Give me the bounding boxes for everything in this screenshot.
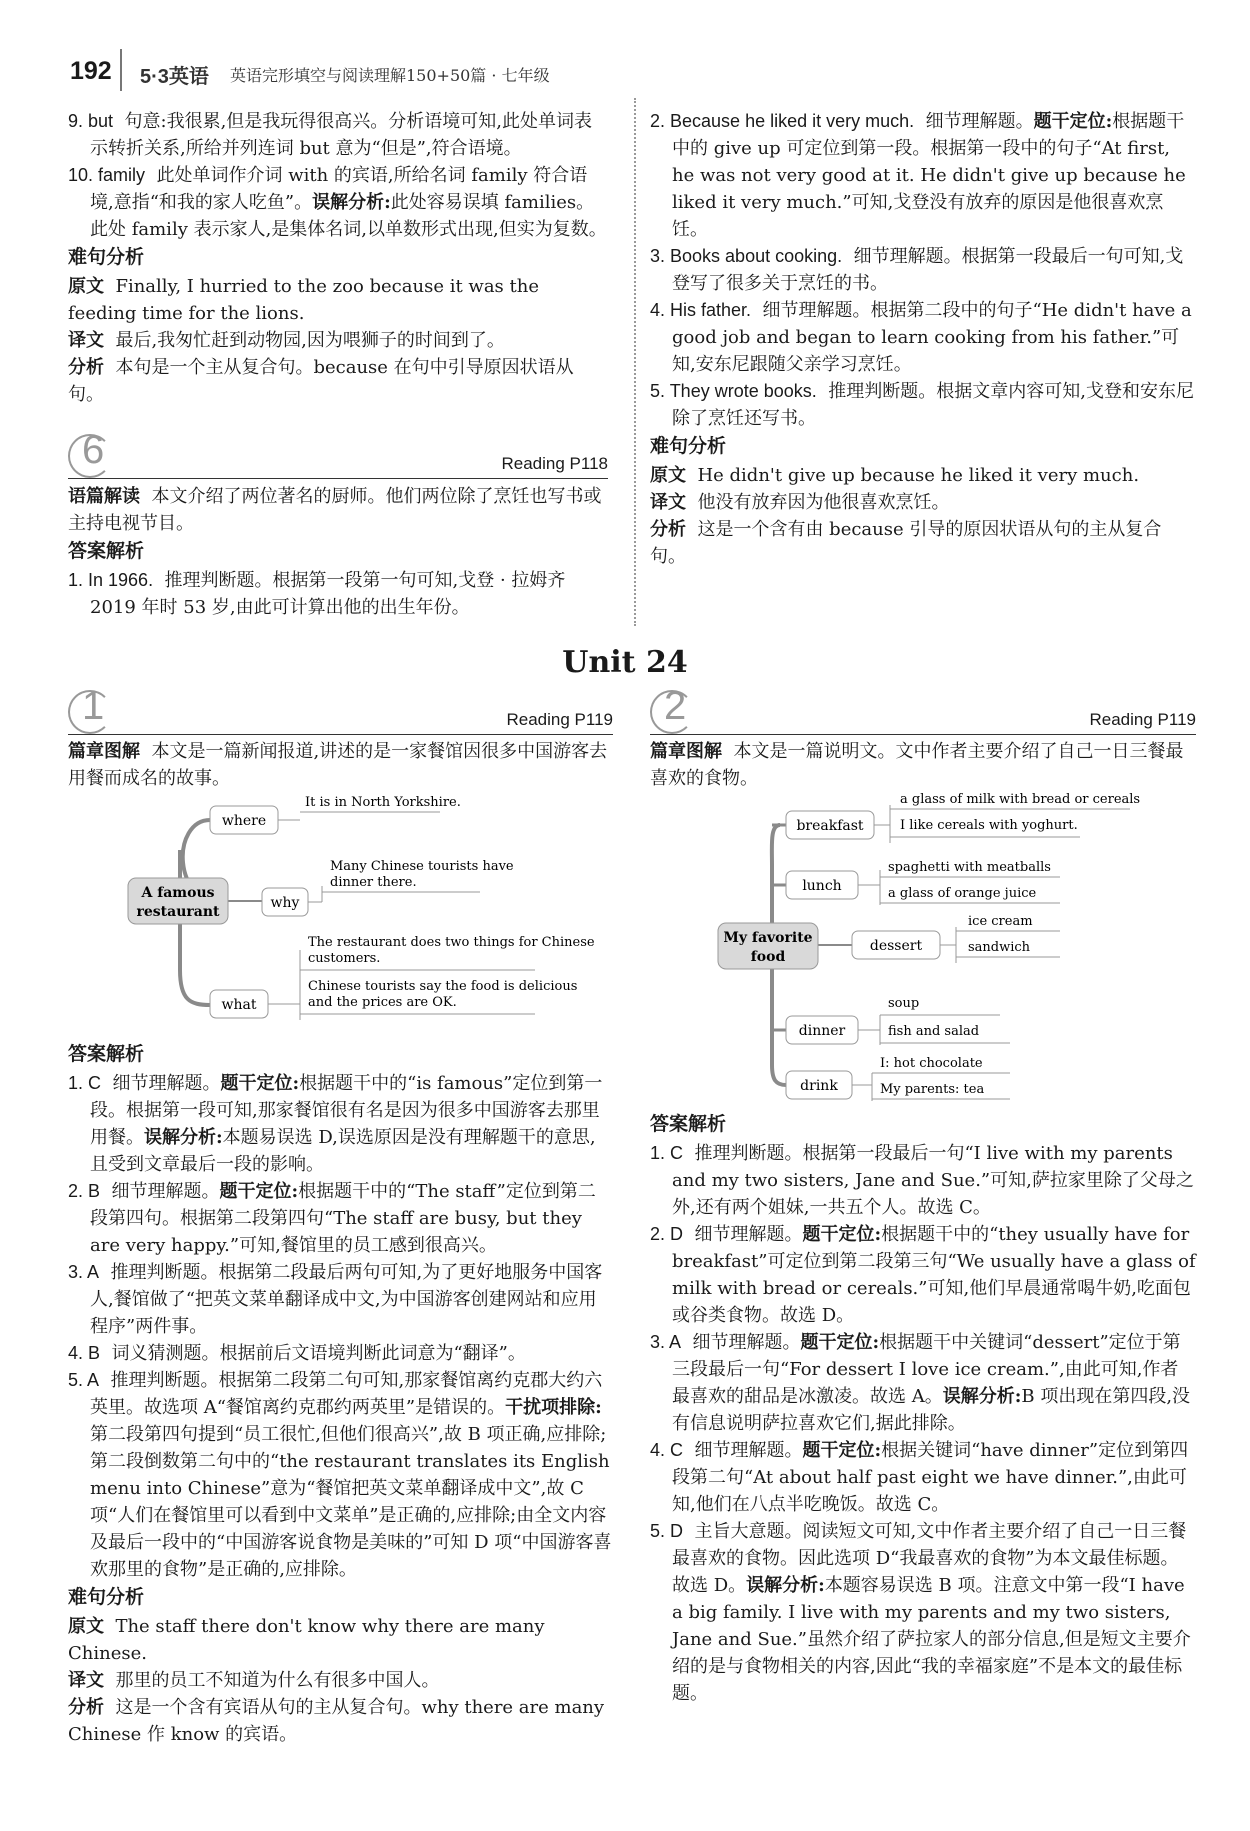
translation: 译文 最后,我匆忙赶到动物园,因为喂狮子的时间到了。 [68, 330, 505, 351]
svg-text:I: hot chocolate: I: hot chocolate [880, 1056, 983, 1071]
answer-item: 2. D 细节理解题。题干定位:根据题干中的“they usually have for breakfast”可定位到第二段第三句“We usually have a glass of milk with bread or cereals.”可知,他们早晨通常喝牛奶,吃面包或谷类食物。故选 D。 [650, 1224, 1196, 1326]
svg-text:My parents: tea: My parents: tea [880, 1082, 985, 1097]
svg-text:breakfast: breakfast [796, 818, 864, 834]
unit-title: Unit 24 [562, 645, 688, 680]
unit-section-1-answers [68, 1040, 613, 1748]
section-6-body [68, 483, 608, 621]
reading-ref: Reading P119 [1089, 710, 1196, 729]
section-6-header [68, 428, 608, 479]
svg-text:a glass of orange juice: a glass of orange juice [888, 886, 1037, 901]
analysis: 分析 本句是一个主从复合句。because 在句中引导原因状语从句。 [68, 357, 574, 405]
passage-summary: 篇章图解 本文是一篇说明文。文中作者主要介绍了自己一日三餐最喜欢的食物。 [650, 741, 1184, 789]
unit-section-2-answers [650, 1110, 1196, 1707]
column-divider [634, 98, 636, 626]
answer-item: 5. A 推理判断题。根据第二段第二句可知,那家餐馆离约克郡大约六英里。故选项 A“餐馆离约克郡约两英里”是错误的。干扰项排除:第二段第四句提到“员工很忙,但他们很高兴”,故 B 项正确,应排除;第二段倒数第二句中的“the restaurant translates its English menu into Chinese”意为“餐馆把英文菜单翻译成中文”,故 C 项“人们在餐馆里可以看到中文菜单”是正确的,应排除;由全文内容及最后一段中的“中国游客说食物是美味的”可知 D 项“中国游客喜欢那里的食物”是正确的,应排除。 [68, 1370, 612, 1580]
difficult-title: 难句分析 [650, 436, 727, 457]
answer-item: 3. Books about cooking. 细节理解题。根据第一段最后一句可知,戈登写了很多关于烹饪的书。 [650, 246, 1184, 294]
unit-section-1-header [68, 684, 613, 735]
svg-text:customers.: customers. [308, 951, 381, 966]
answer-item: 4. His father. 细节理解题。根据第二段中的句子“He didn't have a good job and began to learn cooking from his father.”可知,安东尼跟随父亲学习烹饪。 [650, 300, 1192, 375]
section-6-right [650, 108, 1196, 570]
center-label: A famous [141, 885, 215, 901]
svg-text:lunch: lunch [802, 878, 842, 894]
answer-item: 4. B 词义猜测题。根据前后文语境判断此词意为“翻译”。 [68, 1343, 526, 1364]
svg-text:Chinese tourists say the food: Chinese tourists say the food is delicious [308, 979, 578, 994]
difficult-title: 难句分析 [68, 247, 145, 268]
answer-item: 10. family 此处单词作介词 with 的宾语,所给名词 family 符合语境,意指“和我的家人吃鱼”。误解分析:此处容易误填 families。此处 family 表示家人,是集体名词,以单数形式出现,但实为复数。 [68, 165, 607, 240]
section-number: 6 [82, 428, 105, 472]
analysis: 分析 这是一个含有宾语从句的主从复合句。why there are many Chinese 作 know 的宾语。 [68, 1697, 605, 1745]
reading-ref: Reading P118 [501, 454, 608, 473]
svg-text:spaghetti with meatballs: spaghetti with meatballs [888, 860, 1051, 875]
answers-title: 答案解析 [68, 1044, 145, 1065]
svg-text:dinner there.: dinner there. [330, 875, 417, 890]
svg-text:what: what [221, 997, 257, 1013]
original-sentence: 原文 He didn't give up because he liked it very much. [650, 465, 1140, 486]
unit-section-2-header [650, 684, 1196, 735]
center-label: restaurant [136, 904, 220, 920]
svg-text:I like cereals with yoghurt.: I like cereals with yoghurt. [900, 818, 1078, 833]
svg-text:It is in North Yorkshire.: It is in North Yorkshire. [305, 795, 461, 810]
original-sentence: 原文 The staff there don't know why there are many Chinese. [68, 1616, 545, 1664]
svg-text:food: food [750, 949, 786, 965]
svg-text:Many Chinese tourists have: Many Chinese tourists have [330, 859, 514, 874]
passage-summary: 篇章图解 本文是一篇新闻报道,讲述的是一家餐馆因很多中国游客去用餐而成名的故事。 [68, 741, 608, 789]
page-header [70, 55, 1210, 91]
svg-text:where: where [221, 813, 267, 829]
header-divider [120, 49, 122, 91]
answer-item: 3. A 推理判断题。根据第二段最后两句可知,为了更好地服务中国客人,餐馆做了“把英文菜单翻译成中文,为中国游客创建网站和应用程序”两件事。 [68, 1262, 603, 1337]
answer-item: 4. C 细节理解题。题干定位:根据关键词“have dinner”定位到第四段第二句“At about half past eight we have dinner.”,由此可知,他们在八点半吃晚饭。故选 C。 [650, 1440, 1189, 1515]
answer-item: 1. In 1966. 推理判断题。根据第一段第一句可知,戈登 · 拉姆齐 2019 年时 53 岁,由此可计算出他的出生年份。 [68, 570, 566, 618]
answer-item: 9. but 句意:我很累,但是我玩得很高兴。分析语境可知,此处单词表示转折关系,所给并列连词 but 意为“但是”,符合语境。 [68, 111, 593, 159]
reading-ref: Reading P119 [506, 710, 613, 729]
svg-text:why: why [270, 895, 300, 911]
svg-text:dinner: dinner [798, 1023, 846, 1039]
section-number: 1 [82, 684, 105, 728]
svg-text:a glass of milk with bread or: a glass of milk with bread or cereals [900, 792, 1141, 807]
answer-item: 5. D 主旨大意题。阅读短文可知,文中作者主要介绍了自己一日三餐最喜欢的食物。因此选项 D“我最喜欢的食物”为本文最佳标题。故选 D。误解分析:本题容易误选 B 项。注意文中第一段“I have a big family. I live with my parents and my two sisters, Jane and Sue.”虽然介绍了萨拉家人的部分信息,但是短文主要介绍的是与食物相关的内容,因此“我的幸福家庭”不是本文的最佳标题。 [650, 1521, 1191, 1704]
svg-text:soup: soup [888, 996, 920, 1011]
answer-item: 3. A 细节理解题。题干定位:根据题干中关键词“dessert”定位于第三段最后一句“For dessert I love ice cream.”,由此可知,作者最喜欢的甜品是冰激凌。故选 A。误解分析:B 项出现在第四段,没有信息说明萨拉喜欢它们,据此排除。 [650, 1332, 1191, 1434]
page-number: 192 [70, 57, 112, 85]
translation: 译文 他没有放弃因为他很喜欢烹饪。 [650, 492, 950, 513]
svg-text:fish and salad: fish and salad [888, 1024, 980, 1039]
analysis: 分析 这是一个含有由 because 引导的原因状语从句的主从复合句。 [650, 519, 1162, 567]
svg-text:The restaurant does two things: The restaurant does two things for Chinese [308, 935, 595, 950]
answer-item: 2. B 细节理解题。题干定位:根据题干中的“The staff”定位到第二段第四句。根据第二段第四句“The staff are busy, but they are very happy.”可知,餐馆里的员工感到很高兴。 [68, 1181, 596, 1256]
book-subtitle: 英语完形填空与阅读理解150+50篇 · 七年级 [230, 66, 550, 85]
answer-item: 1. C 细节理解题。题干定位:根据题干中的“is famous”定位到第一段。根据第一段可知,那家餐馆很有名是因为很多中国游客去那里用餐。误解分析:本题易误选 D,误选原因是没有理解题干的意思,且受到文章最后一段的影响。 [68, 1073, 603, 1175]
answers-title: 答案解析 [650, 1114, 727, 1135]
translation: 译文 那里的员工不知道为什么有很多中国人。 [68, 1670, 440, 1691]
svg-text:My favorite: My favorite [723, 930, 813, 946]
unit-section-2-summary [650, 738, 1196, 792]
answer-item: 2. Because he liked it very much. 细节理解题。题干定位:根据题干中的 give up 可定位到第一段。根据第一段中的句子“At first, he was not very good at it. He didn't give up because he liked it very much.”可知,戈登没有放弃的原因是他很喜欢烹饪。 [650, 111, 1186, 240]
original-sentence: 原文 Finally, I hurried to the zoo because it was the feeding time for the lions. [68, 276, 539, 324]
unit-section-1-summary [68, 738, 613, 792]
passage-summary: 语篇解读 本文介绍了两位著名的厨师。他们两位除了烹饪也写书或主持电视节目。 [68, 486, 602, 534]
answer-item: 5. They wrote books. 推理判断题。根据文章内容可知,戈登和安东尼除了烹饪还写书。 [650, 381, 1194, 429]
difficult-title: 难句分析 [68, 1587, 145, 1608]
book-brand: 5·3英语 [140, 66, 209, 88]
svg-text:and the prices are OK.: and the prices are OK. [308, 995, 457, 1010]
mind-map-restaurant [110, 790, 610, 1030]
svg-text:dessert: dessert [869, 938, 923, 954]
svg-text:sandwich: sandwich [968, 940, 1031, 955]
section-number: 2 [664, 684, 687, 728]
svg-text:ice cream: ice cream [968, 914, 1033, 929]
prev-section-left [68, 108, 608, 408]
answers-title: 答案解析 [68, 541, 145, 562]
svg-text:drink: drink [800, 1078, 838, 1094]
mind-map-food [700, 785, 1200, 1105]
answer-item: 1. C 推理判断题。根据第一段最后一句“I live with my parents and my two sisters, Jane and Sue.”可知,萨拉家里除了父母之外,还有两个姐妹,一共五个人。故选 C。 [650, 1143, 1194, 1218]
